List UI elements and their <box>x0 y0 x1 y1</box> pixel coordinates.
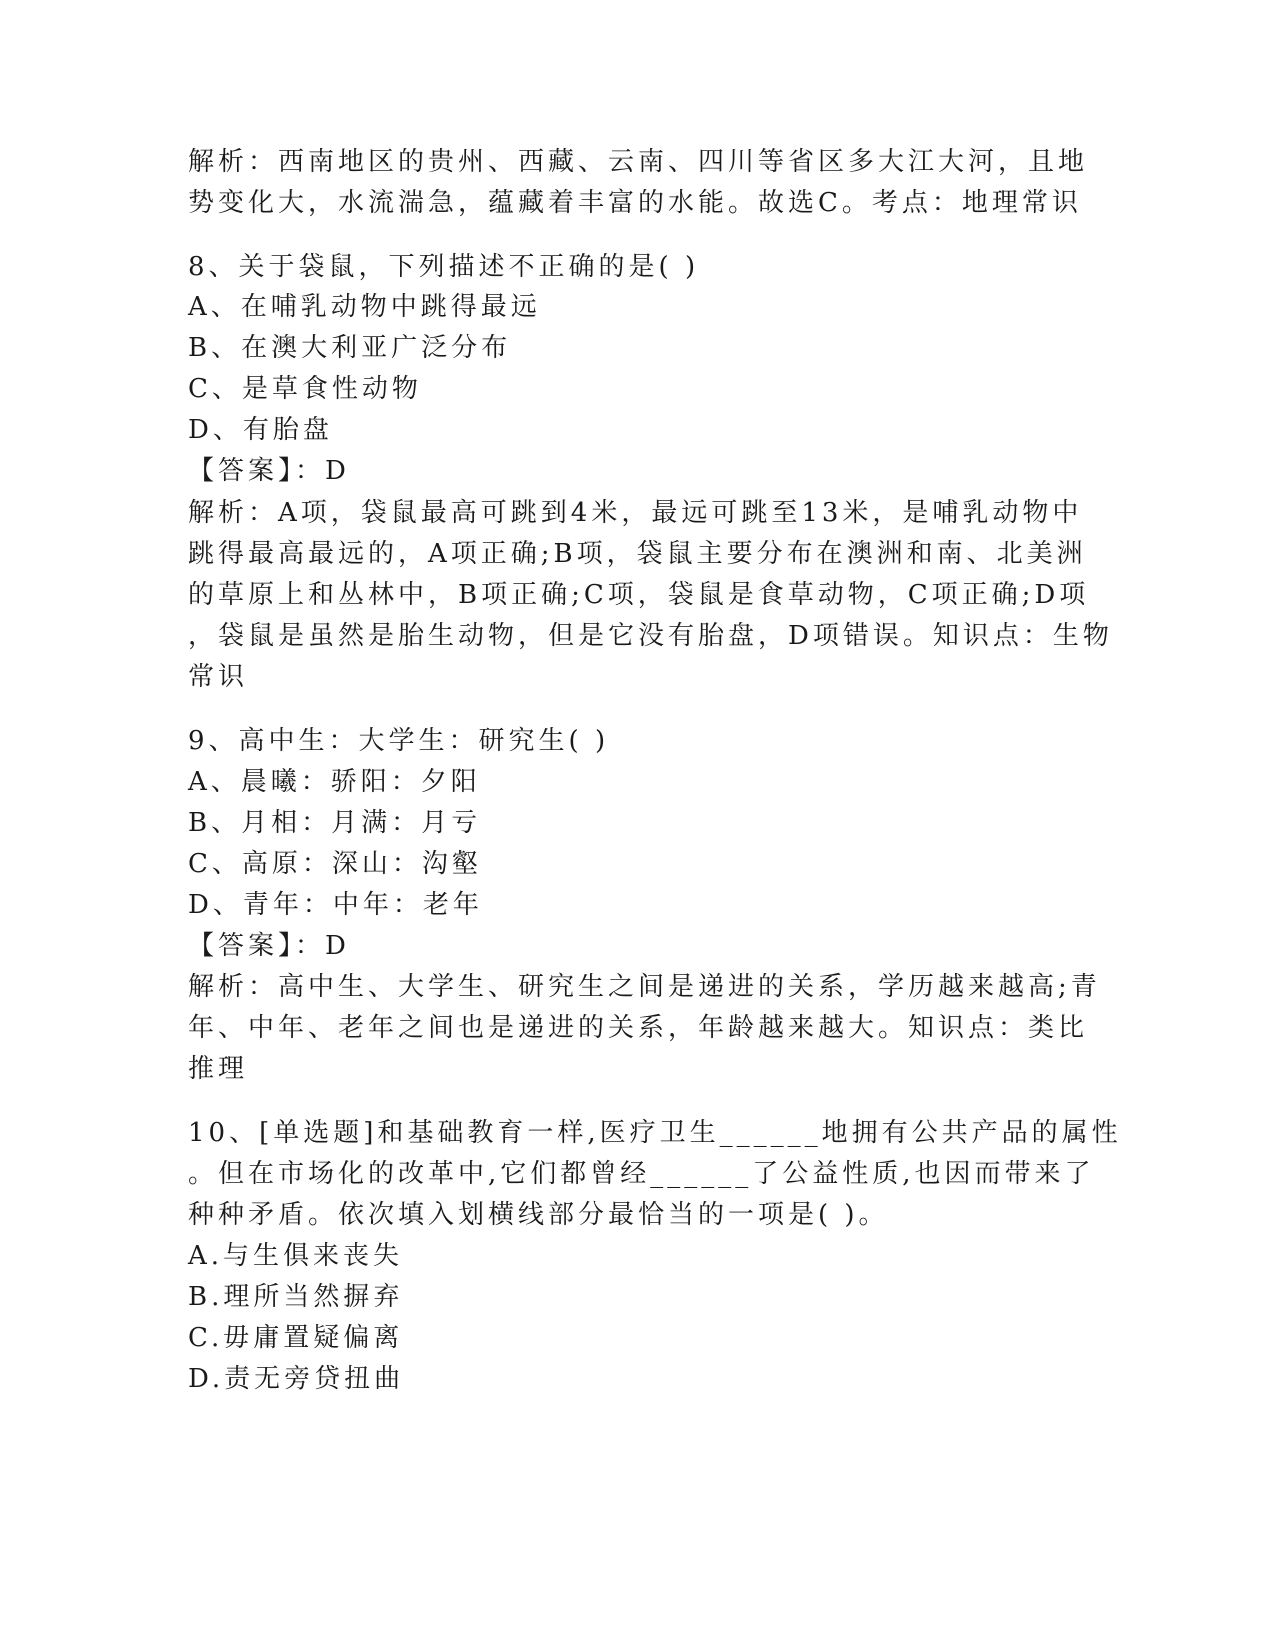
question-8-explanation-line: 跳得最高最远的，A项正确;B项，袋鼠主要分布在澳洲和南、北美洲 <box>188 539 1087 569</box>
question-8-stem: 8、关于袋鼠，下列描述不正确的是( ) <box>188 252 700 282</box>
question-8-option-c: C、是草食性动物 <box>188 374 422 404</box>
question-8-option-b: B、在澳大利亚广泛分布 <box>188 333 512 363</box>
question-8-option-d: D、有胎盘 <box>188 415 333 445</box>
question-10-option-d: D.责无旁贷扭曲 <box>188 1364 405 1394</box>
question-9-explanation-line: 年、中年、老年之间也是递进的关系，年龄越来越大。知识点：类比 <box>188 1013 1089 1043</box>
question-8-explanation-line: ，袋鼠是虽然是胎生动物，但是它没有胎盘，D项错误。知识点：生物 <box>188 621 1113 651</box>
question-10-stem-line: 。但在市场化的改革中,它们都曾经______了公益性质,也因而带来了 <box>188 1159 1095 1189</box>
question-10-option-c: C.毋庸置疑偏离 <box>188 1323 404 1353</box>
question-8-explanation-line: 的草原上和丛林中，B项正确;C项，袋鼠是食草动物，C项正确;D项 <box>188 580 1090 610</box>
question-9-option-a: A、晨曦：骄阳：夕阳 <box>188 767 481 797</box>
question-10-option-a: A.与生俱来丧失 <box>188 1241 404 1271</box>
question-9-stem: 9、高中生：大学生：研究生( ) <box>188 726 610 756</box>
question-10-stem-line: 10、[单选题]和基础教育一样,医疗卫生______地拥有公共产品的属性 <box>188 1118 1122 1148</box>
question-9-answer: 【答案】：D <box>188 931 350 961</box>
prev-explanation-line: 势变化大，水流湍急，蕴藏着丰富的水能。故选C。考点：地理常识 <box>188 188 1082 218</box>
question-8-option-a: A、在哺乳动物中跳得最远 <box>188 292 541 322</box>
question-9-option-b: B、月相：月满：月亏 <box>188 808 482 838</box>
question-9-option-c: C、高原：深山：沟壑 <box>188 849 482 879</box>
question-9-option-d: D、青年：中年：老年 <box>188 890 483 920</box>
question-8-explanation-line: 常识 <box>188 662 249 692</box>
question-9-explanation-line: 推理 <box>188 1054 249 1084</box>
question-9-explanation-line: 解析：高中生、大学生、研究生之间是递进的关系，学历越来越高;青 <box>188 972 1101 1002</box>
question-8-explanation-line: 解析：A项，袋鼠最高可跳到4米，最远可跳至13米，是哺乳动物中 <box>188 498 1083 528</box>
prev-explanation-line: 解析：西南地区的贵州、西藏、云南、四川等省区多大江大河，且地 <box>188 147 1089 177</box>
question-10-option-b: B.理所当然摒弃 <box>188 1282 404 1312</box>
question-8-answer: 【答案】：D <box>188 456 350 486</box>
question-10-stem-line: 种种矛盾。依次填入划横线部分最恰当的一项是( )。 <box>188 1200 889 1230</box>
